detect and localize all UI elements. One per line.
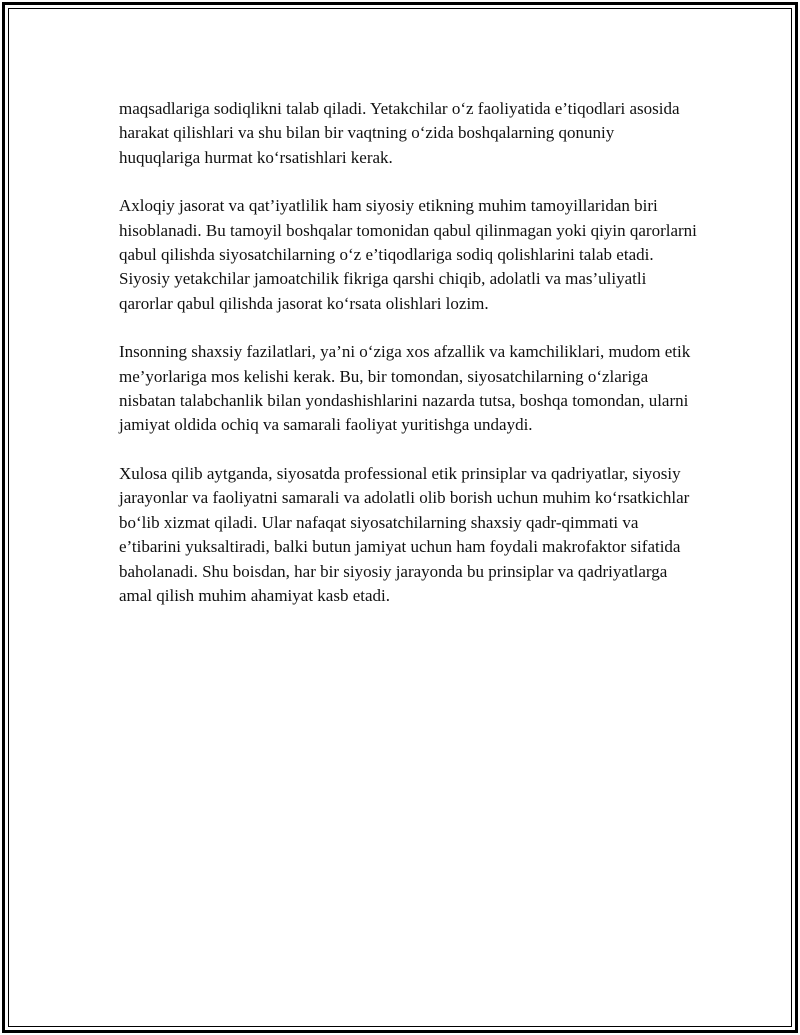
paragraph-4: Xulosa qilib aytganda, siyosatda professional etik prinsiplar va qadriyatlar, siyosiy jarayonlar va faoliyatni samarali va adolatli olib borish uchun muhim ko‘rsatkichlar bo‘lib xizmat qiladi. Ular nafaqat siyosatchilarning shaxsiy qadr-qimmati va e’tibarini yuksaltiradi, balki butun jamiyat uchun ham foydali makrofaktor sifatida baholanadi. Shu boisdan, har bir siyosiy jarayonda bu prinsiplar va qadriyatlarga amal qilish muhim ahamiyat kasb etadi. (119, 463, 690, 605)
paragraph-1: maqsadlariga sodiqlikni talab qiladi. Yetakchilar o‘z faoliyatida e’tiqodlari asosida harakat qilishlari va shu bilan bir vaqtning o‘zida boshqalarning qonuniy huquqlariga hurmat ko‘rsatishlari kerak. (119, 99, 680, 167)
paragraph-3: Insonning shaxsiy fazilatlari, ya’ni o‘ziga xos afzallik va kamchiliklari, mudom etik me’yorlariga mos kelishi kerak. Bu, bir tomondan, siyosatchilarning o‘zlariga nisbatan talabchanlik bilan yondashishlarini nazarda tutsa, boshqa tomondan, ularni jamiyat oldida ochiq va samarali faoliyat yuritishga undaydi. (119, 342, 691, 435)
page-frame (2, 2, 798, 1033)
document-body (119, 97, 699, 632)
paragraph-2: Axloqiy jasorat va qat’iyatlilik ham siyosiy etikning muhim tamoyillaridan biri hisoblanadi. Bu tamoyil boshqalar tomonidan qabul qilinmagan yoki qiyin qarorlarni qabul qilishda siyosatchilarning o‘z e’tiqodlariga sodiq qolishlarini talab etadi. Siyosiy yetakchilar jamoatchilik fikriga qarshi chiqib, adolatli va mas’uliyatli qarorlar qabul qilishda jasorat ko‘rsata olishlari lozim. (119, 196, 697, 313)
